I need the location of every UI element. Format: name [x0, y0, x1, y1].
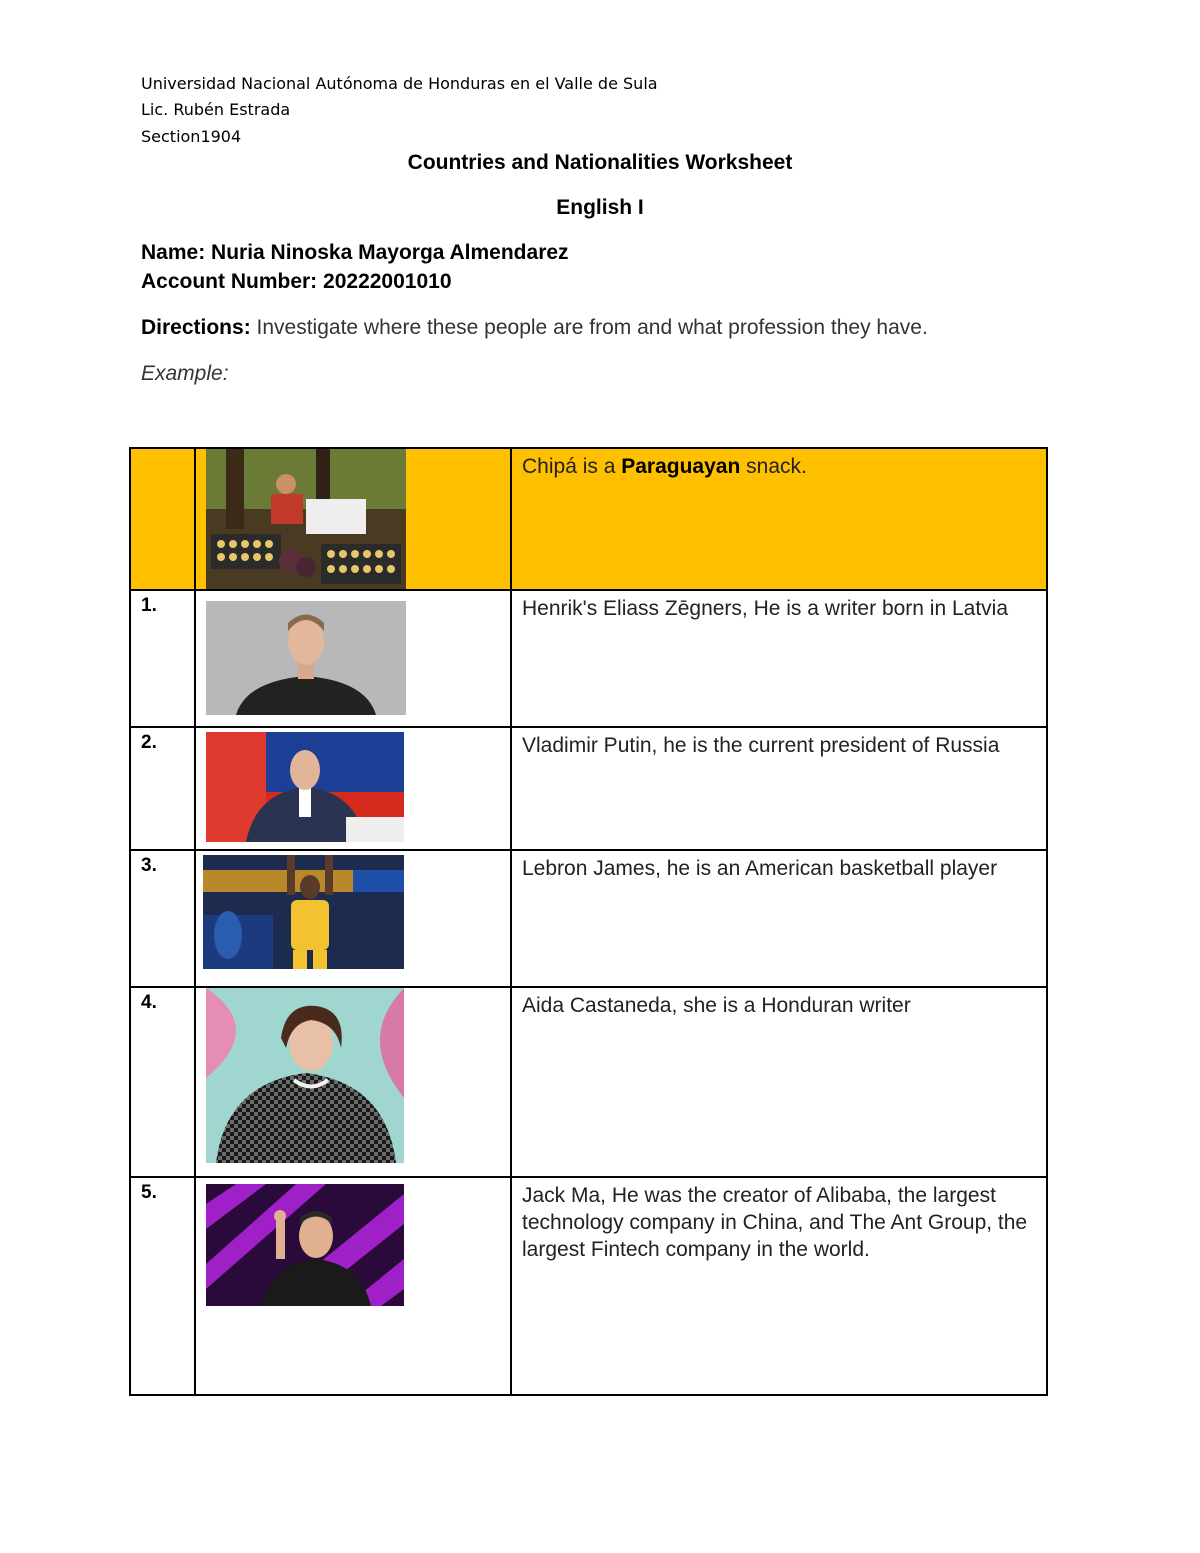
university-line: Universidad Nacional Autónoma de Honduras en el Valle de Sula: [141, 74, 658, 93]
directions-text: Investigate where these people are from and what profession they have.: [256, 316, 928, 339]
worksheet-table: [129, 447, 1048, 1396]
table-row: [130, 1177, 1047, 1395]
table-row: [130, 727, 1047, 850]
henrik-photo: [206, 601, 406, 715]
account-label: Account Number:: [141, 270, 318, 293]
row-image-cell: [195, 1177, 511, 1395]
putin-photo: [206, 732, 404, 842]
section-line: Section1904: [141, 127, 242, 146]
chipa-photo: [206, 449, 406, 589]
example-label: Example:: [141, 362, 229, 385]
row-text: Vladimir Putin, he is the current president of Russia: [511, 727, 1047, 850]
name-label: Name:: [141, 241, 206, 264]
directions-label: Directions:: [141, 316, 251, 339]
row-number: 2.: [130, 727, 195, 850]
table-row: [130, 987, 1047, 1177]
row-number: 1.: [130, 590, 195, 727]
student-name: [141, 241, 569, 265]
row-text: Aida Castaneda, she is a Honduran writer: [511, 987, 1047, 1177]
row-number: 5.: [130, 1177, 195, 1395]
row-text: Lebron James, he is an American basketball player: [511, 850, 1047, 987]
row-number: 3.: [130, 850, 195, 987]
page-title: Countries and Nationalities Worksheet: [407, 151, 793, 174]
example-text-bold: Paraguayan: [621, 455, 741, 478]
example-text-before: Chipá is a: [522, 455, 616, 478]
row-image-cell: [195, 987, 511, 1177]
example-text-cell: [511, 448, 1047, 590]
lebron-photo: [203, 855, 404, 969]
row-image-cell: [195, 850, 511, 987]
row-number: 4.: [130, 987, 195, 1177]
account-number: [141, 270, 452, 294]
account-value: 20222001010: [323, 270, 452, 293]
row-text: Henrik's Eliass Zēgners, He is a writer born in Latvia: [511, 590, 1047, 727]
table-row: [130, 850, 1047, 987]
example-num-cell: [130, 448, 195, 590]
row-text: Jack Ma, He was the creator of Alibaba, the largest technology company in China, and The Ant Group, the largest Fintech company in the world.: [511, 1177, 1047, 1395]
aida-photo: [206, 988, 404, 1163]
directions: [141, 316, 928, 340]
teacher-line: Lic. Rubén Estrada: [141, 100, 291, 119]
jackma-photo: [206, 1184, 404, 1306]
name-value: Nuria Ninoska Mayorga Almendarez: [211, 241, 569, 264]
table-row: [130, 590, 1047, 727]
example-image-cell: [195, 448, 511, 590]
example-row: [130, 448, 1047, 590]
row-image-cell: [195, 727, 511, 850]
example-text-after: snack.: [746, 455, 807, 478]
page-subtitle: English I: [556, 196, 644, 219]
row-image-cell: [195, 590, 511, 727]
